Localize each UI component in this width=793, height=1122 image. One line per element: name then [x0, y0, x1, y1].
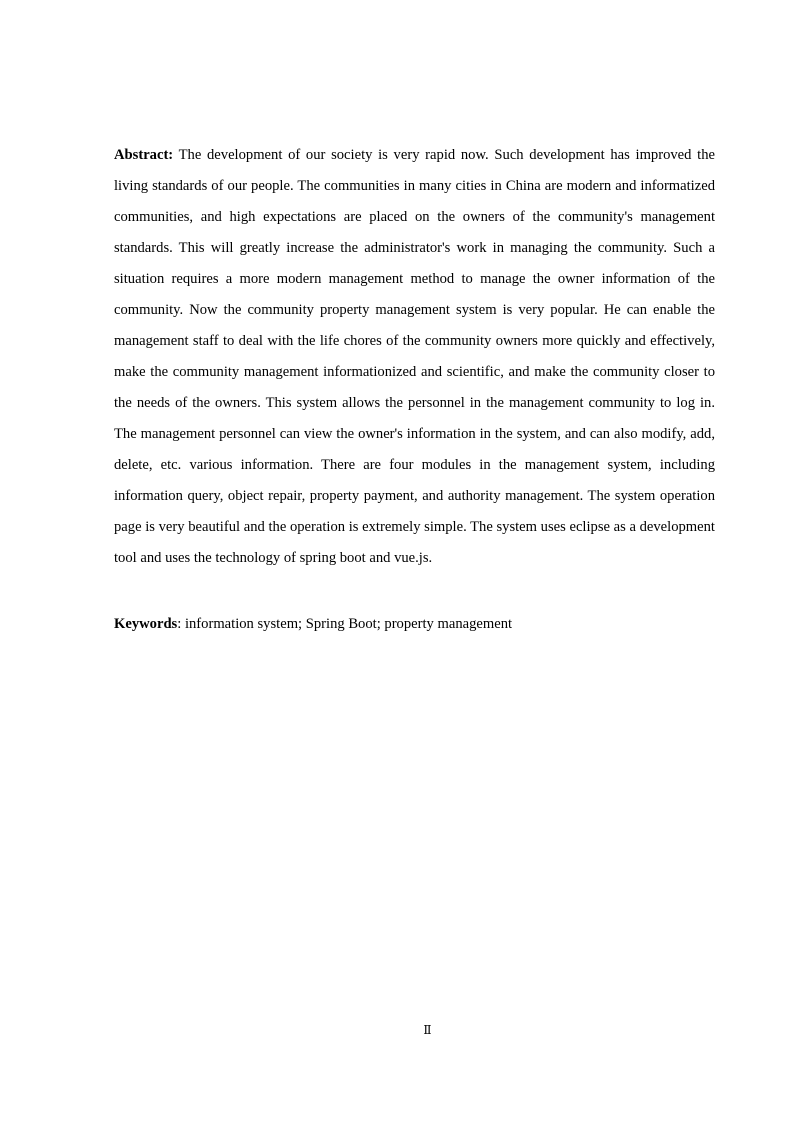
keywords-paragraph [114, 612, 715, 636]
page-number: Ⅱ [423, 1023, 432, 1037]
keywords-label: Keywords [114, 616, 178, 632]
abstract-text: The development of our society is very rapid now. Such development has improved the living standards of our people. The communities in many cities in China are modern and informatized communities, and high expectations are placed on the owners of the community's management standards. This will greatly increase the administrator's work in managing the community. Such a situation requires a more modern management method to manage the owner information of the community. Now the community property management system is very popular. He can enable the management staff to deal with the life chores of the community owners more quickly and effectively, make the community management informationized and scientific, and make the community closer to the needs of the owners. This system allows the personnel in the management community to log in. The management personnel can view the owner's information in the system, and can also modify, add, delete, etc. various information. There are four modules in the management system, including information query, object repair, property payment, and authority management. The system operation page is very beautiful and the operation is extremely simple. The system uses eclipse as a development tool and uses the technology of spring boot and vue.js. [114, 147, 715, 566]
keywords-text: : information system; Spring Boot; property management [177, 616, 513, 632]
abstract-paragraph [114, 140, 715, 574]
abstract-label: Abstract: [114, 147, 174, 163]
